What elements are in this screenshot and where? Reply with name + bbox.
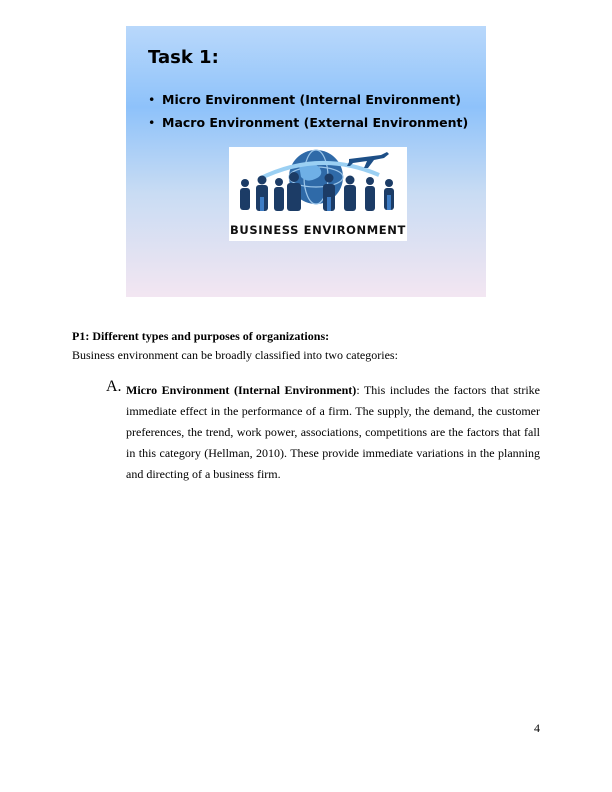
- section-intro: Business environment can be broadly classified into two categories:: [72, 348, 398, 362]
- slide-bullet-list: [148, 92, 468, 138]
- list-item-term: Micro Environment (Internal Environment): [126, 383, 357, 397]
- slide-bullet-text: Micro Environment (Internal Environment): [162, 92, 461, 107]
- slide-bullet-text: Macro Environment (External Environment): [162, 115, 469, 130]
- list-item-text: : This includes the factors that strike immediate effect in the performance of a firm. The supply, the demand, the customer preferences, the trend, work power, associations, competitions are the factors that fall in this category (Hellman, 2010). These provide immediate variations in the planning and directing of a business firm.: [126, 383, 540, 481]
- slide-title: Task 1:: [148, 47, 219, 68]
- page-number: 4: [534, 721, 540, 735]
- section-heading: P1: Different types and purposes of organizations:: [72, 329, 330, 343]
- slide-bullet: [148, 115, 468, 130]
- list-marker: A.: [106, 378, 122, 395]
- illustration-caption: BUSINESS ENVIRONMENT: [230, 223, 406, 237]
- list-item: [126, 380, 540, 485]
- business-environment-illustration: [229, 147, 407, 241]
- bullet-icon: •: [148, 92, 156, 107]
- bullet-icon: •: [148, 115, 156, 130]
- slide-bullet: [148, 92, 468, 107]
- presentation-slide-image: [126, 26, 486, 297]
